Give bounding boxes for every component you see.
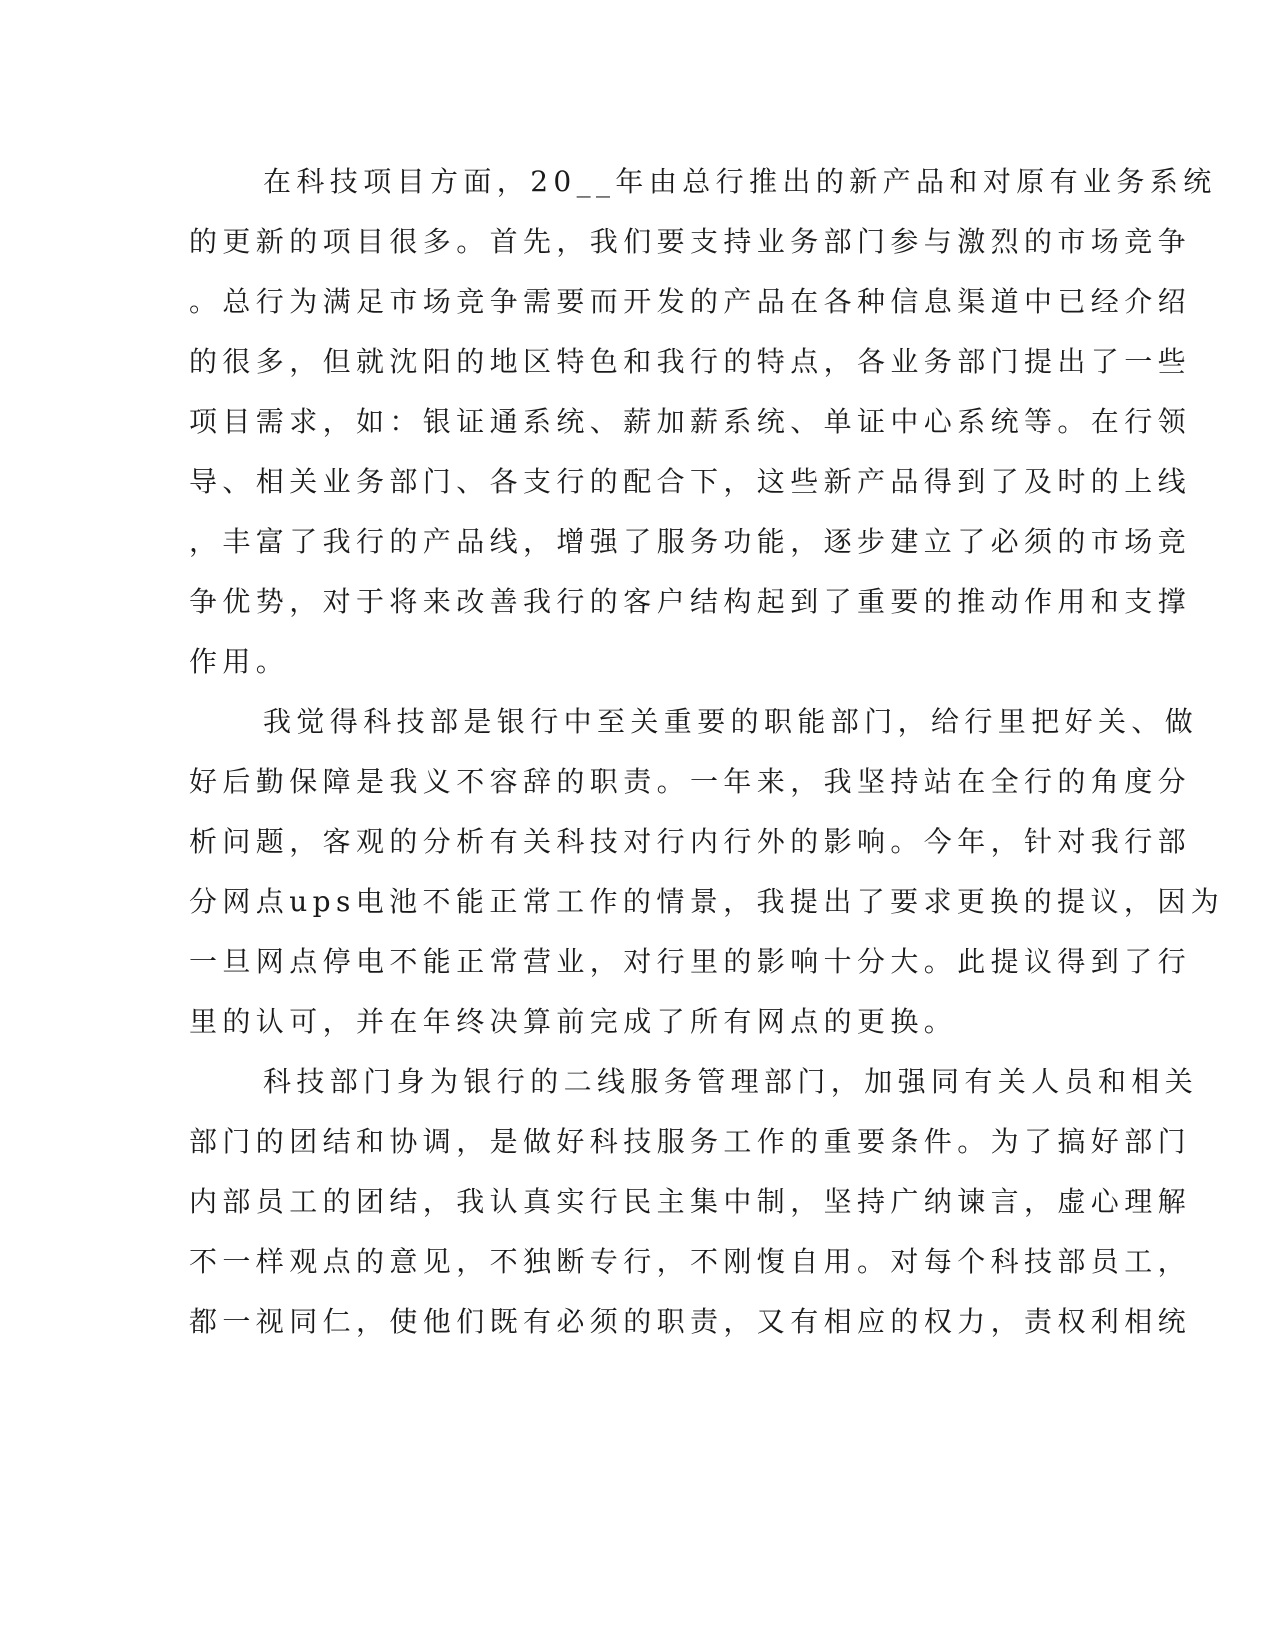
- paragraph-2-line-3: 析问题，客观的分析有关科技对行内行外的影响。今年，针对我行部: [189, 825, 1192, 858]
- paragraph-3-line-2: 部门的团结和协调，是做好科技服务工作的重要条件。为了搞好部门: [189, 1125, 1192, 1158]
- paragraph-2-line-5: 一旦网点停电不能正常营业，对行里的影响十分大。此提议得到了行: [189, 945, 1192, 978]
- paragraph-3-line-4: 不一样观点的意见，不独断专行，不刚愎自用。对每个科技部员工，: [189, 1245, 1192, 1278]
- paragraph-1-line-6: 导、相关业务部门、各支行的配合下，这些新产品得到了及时的上线: [189, 465, 1192, 498]
- paragraph-2-line-1: 我觉得科技部是银行中至关重要的职能部门，给行里把好关、做: [263, 705, 1199, 738]
- paragraph-1-line-4: 的很多，但就沈阳的地区特色和我行的特点，各业务部门提出了一些: [189, 345, 1192, 378]
- paragraph-1-line-7: ，丰富了我行的产品线，增强了服务功能，逐步建立了必须的市场竞: [189, 525, 1192, 558]
- paragraph-1-line-1: 在科技项目方面，20__年由总行推出的新产品和对原有业务系统: [263, 165, 1217, 198]
- paragraph-3-line-3: 内部员工的团结，我认真实行民主集中制，坚持广纳谏言，虚心理解: [189, 1185, 1192, 1218]
- paragraph-2-line-2: 好后勤保障是我义不容辞的职责。一年来，我坚持站在全行的角度分: [189, 765, 1192, 798]
- paragraph-1-line-2: 的更新的项目很多。首先，我们要支持业务部门参与激烈的市场竞争: [189, 225, 1192, 258]
- paragraph-1-line-3: 。总行为满足市场竞争需要而开发的产品在各种信息渠道中已经介绍: [189, 285, 1192, 318]
- paragraph-2-line-6: 里的认可，并在年终决算前完成了所有网点的更换。: [189, 1005, 958, 1038]
- paragraph-3-line-5: 都一视同仁，使他们既有必须的职责，又有相应的权力，责权利相统: [189, 1305, 1192, 1338]
- paragraph-3-line-1: 科技部门身为银行的二线服务管理部门，加强同有关人员和相关: [263, 1065, 1199, 1098]
- paragraph-1-line-5: 项目需求，如：银证通系统、薪加薪系统、单证中心系统等。在行领: [189, 405, 1192, 438]
- paragraph-2-line-4: 分网点ups电池不能正常工作的情景，我提出了要求更换的提议，因为: [189, 885, 1225, 918]
- paragraph-1-line-9: 作用。: [189, 645, 290, 678]
- paragraph-1-line-8: 争优势，对于将来改善我行的客户结构起到了重要的推动作用和支撑: [189, 585, 1192, 618]
